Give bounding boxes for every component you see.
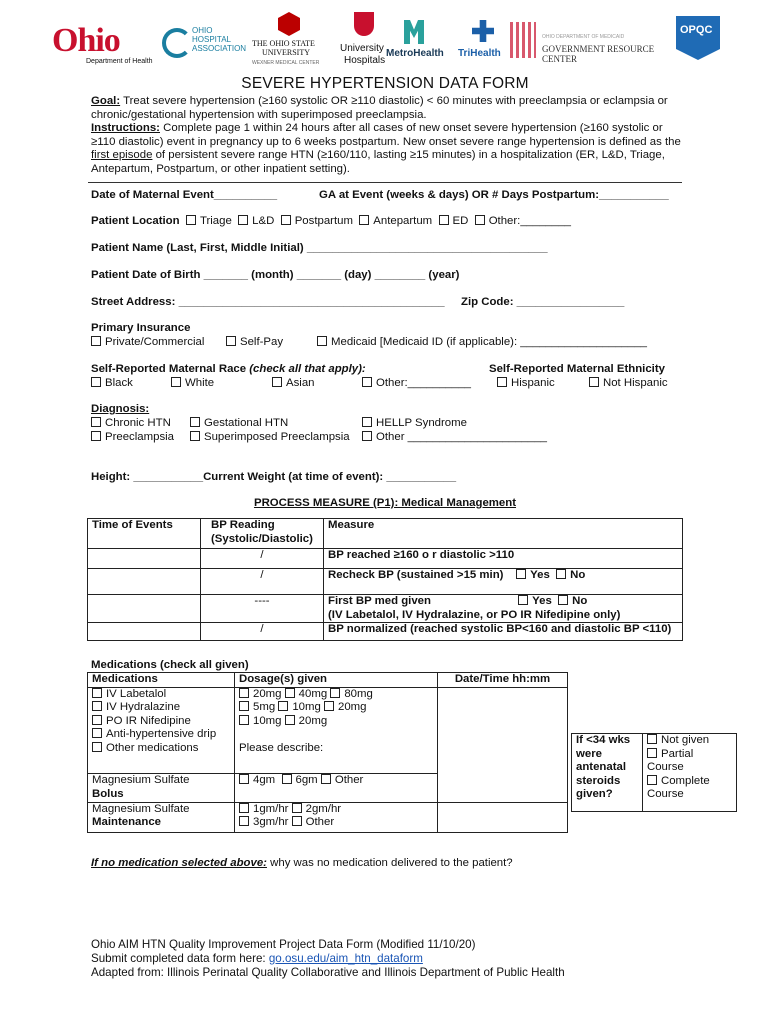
grc-bars-icon <box>510 22 536 58</box>
dose-label: 20mg <box>298 714 328 727</box>
table-row <box>88 802 568 832</box>
table-row <box>88 623 683 641</box>
diagnosis-option-chronic-htn[interactable] <box>91 416 171 430</box>
checkbox-icon <box>281 215 291 225</box>
med-label: IV Hydralazine <box>106 701 181 714</box>
checkbox-icon <box>92 742 102 752</box>
race-option-asian[interactable] <box>272 376 315 390</box>
dose-label: 40mg <box>298 687 328 700</box>
ga-at-event-field[interactable]: GA at Event (weeks & days) OR # Days Postpartum:___________ <box>319 189 669 201</box>
dose-label: 2gm/hr <box>305 802 342 815</box>
option-label: Partial Course <box>647 747 694 774</box>
checkbox-icon <box>647 775 657 785</box>
option-label: Not given <box>661 734 710 746</box>
steroids-question-line: given? <box>576 788 613 801</box>
opqc-logo-text: OPQC <box>680 24 713 36</box>
checkbox-icon <box>238 215 248 225</box>
table-row <box>572 734 737 812</box>
checkbox-icon <box>518 595 528 605</box>
option-label: Other ______________________ <box>376 431 548 443</box>
goal-line-2: chronic/gestational hypertension with superimposed preeclampsia. <box>91 108 427 121</box>
date-time-input-1[interactable] <box>438 687 568 802</box>
no-medication-question <box>91 856 513 870</box>
option-label: HELLP Syndrome <box>376 417 467 429</box>
location-option-ld[interactable] <box>238 215 274 227</box>
diagnosis-option-hellp[interactable] <box>362 416 467 430</box>
dose-label: 6gm <box>295 774 318 787</box>
option-label: Chronic HTN <box>105 417 171 429</box>
osu-block-o-icon <box>278 12 300 36</box>
measure-first-med-note: (IV Labetalol, IV Hydralazine, or PO IR Nifedipine only) <box>328 608 621 621</box>
header-measure: Measure <box>324 519 683 549</box>
checkbox-icon <box>589 377 599 387</box>
uh-shield-icon <box>354 12 374 36</box>
checkbox-icon <box>171 377 181 387</box>
dose-option[interactable] <box>285 688 328 700</box>
location-option-other[interactable] <box>475 215 571 227</box>
first-med-yes-option[interactable] <box>518 595 552 607</box>
table-row <box>88 595 683 623</box>
option-label: No <box>570 569 586 581</box>
checkbox-icon <box>556 569 566 579</box>
option-label: Yes <box>530 569 550 581</box>
mag-bolus-line-2: Bolus <box>92 788 124 801</box>
height-weight-field[interactable]: Height: ___________Current Weight (at time of event): ___________ <box>91 471 457 483</box>
date-time-input-2[interactable] <box>438 802 568 832</box>
checkbox-icon <box>362 377 372 387</box>
dose-option[interactable] <box>324 701 367 713</box>
med-hydralazine[interactable] <box>88 701 235 715</box>
steroids-question-line: If <34 wks <box>576 734 631 746</box>
street-address-field[interactable]: Street Address: __________________________________________ <box>91 296 445 308</box>
ethnicity-label: Self-Reported Maternal Ethnicity <box>489 363 665 375</box>
checkbox-icon <box>239 701 249 711</box>
time-input-3[interactable] <box>88 595 201 623</box>
checkbox-icon <box>239 803 249 813</box>
instructions-line-2: ≥110 diastolic) event in pregnancy up to 6 weeks postpartum. New onset severe range hypertension is defined as the <box>91 135 681 148</box>
dose-label: Other <box>305 816 335 829</box>
recheck-no-option[interactable] <box>556 569 585 581</box>
primary-insurance-label: Primary Insurance <box>91 322 191 334</box>
dose-label: 20mg <box>338 701 367 714</box>
dose-anti-htn-drip[interactable] <box>235 728 438 742</box>
med-nifedipine[interactable] <box>88 715 235 729</box>
mag-maint-line-2: Maintenance <box>92 816 161 829</box>
data-form-link[interactable]: go.osu.edu/aim_htn_dataform <box>268 952 423 965</box>
checkbox-icon <box>362 417 372 427</box>
dose-label: 10mg <box>253 714 282 727</box>
checkbox-icon <box>186 215 196 225</box>
instructions-label: Instructions: <box>91 122 160 135</box>
measure-bp-normalized: BP normalized (reached systolic BP<160 and diastolic BP <110) <box>324 623 683 641</box>
diagnosis-label: Diagnosis: <box>91 403 150 415</box>
checkbox-icon <box>282 774 292 784</box>
option-label: White <box>185 377 215 389</box>
steroid-option-partial[interactable] <box>647 748 732 775</box>
checkbox-icon <box>292 816 302 826</box>
footer-submit <box>91 952 423 966</box>
steroid-option-course-label: Course <box>647 788 684 801</box>
checkbox-icon <box>190 431 200 441</box>
dose-label: 80mg <box>344 687 373 700</box>
dose-option[interactable] <box>292 816 335 828</box>
recheck-yes-option[interactable] <box>516 569 550 581</box>
option-label: Yes <box>532 595 552 607</box>
describe-other-field[interactable]: Please describe: <box>235 742 438 774</box>
steroids-question-line: steroids <box>576 774 621 787</box>
checkbox-icon <box>497 377 507 387</box>
bp-input-1[interactable]: / <box>201 549 324 569</box>
option-label: Complete <box>661 774 710 787</box>
opqc-logo <box>676 16 722 72</box>
dose-label: 5mg <box>253 701 276 714</box>
footer-submit-label: Submit completed data form here: <box>91 952 269 965</box>
option-label: Antepartum <box>373 215 433 227</box>
option-label: No <box>572 595 588 607</box>
dose-option[interactable] <box>321 774 364 786</box>
no-medication-text: why was no medication delivered to the patient? <box>266 857 513 869</box>
checkbox-icon <box>239 715 249 725</box>
insurance-option-medicaid[interactable] <box>317 335 647 349</box>
diagnosis-option-superimposed[interactable] <box>190 430 350 444</box>
race-note: (check all that apply): <box>246 363 366 375</box>
osu-logo <box>252 12 348 70</box>
trihealth-logo-text: TriHealth <box>458 48 501 59</box>
header-bp-reading-line-2: (Systolic/Diastolic) <box>211 532 313 545</box>
header-medications: Medications <box>88 673 235 688</box>
checkbox-icon <box>91 336 101 346</box>
checkbox-icon <box>647 748 657 758</box>
checkbox-icon <box>330 688 340 698</box>
grc-logo-line-1: OHIO DEPARTMENT OF MEDICAID <box>542 34 625 40</box>
checkbox-icon <box>272 377 282 387</box>
ethnicity-option-not-hispanic[interactable] <box>589 376 668 390</box>
checkbox-icon <box>475 215 485 225</box>
checkbox-icon <box>239 816 249 826</box>
bp-input-4[interactable]: / <box>201 623 324 641</box>
header-time-of-events: Time of Events <box>88 519 201 549</box>
race-label: Self-Reported Maternal Race <box>91 363 247 375</box>
insurance-option-private[interactable] <box>91 335 204 349</box>
steroids-question-line: antenatal <box>576 761 627 774</box>
dose-nifedipine <box>235 715 438 729</box>
option-label: Black <box>105 377 133 389</box>
goal-label: Goal: <box>91 95 121 107</box>
location-option-ed[interactable] <box>439 215 469 227</box>
checkbox-icon <box>324 701 334 711</box>
option-label: Medicaid [Medicaid ID (if applicable): ____________________ <box>331 336 647 348</box>
race-option-black[interactable] <box>91 376 133 390</box>
race-option-white[interactable] <box>171 376 214 390</box>
date-of-maternal-event-field[interactable]: Date of Maternal Event__________ <box>91 189 278 201</box>
osu-logo-line-3: WEXNER MEDICAL CENTER <box>252 60 320 66</box>
dose-option[interactable] <box>239 701 275 713</box>
checkbox-icon <box>226 336 236 346</box>
measure-recheck-bp <box>324 569 683 595</box>
footer-form-name: Ohio AIM HTN Quality Improvement Project Data Form (Modified 11/10/20) <box>91 938 476 951</box>
goal-line-1: Treat severe hypertension (≥160 systolic OR ≥110 diastolic) < 60 minutes with preeclampsia or eclampsia or <box>120 95 668 107</box>
location-option-postpartum[interactable] <box>281 215 353 227</box>
dose-label: 4gm <box>253 774 276 787</box>
time-input-1[interactable] <box>88 549 201 569</box>
no-medication-label: If no medication selected above: <box>91 857 267 869</box>
ohio-logo-text: Ohio <box>52 22 120 59</box>
option-label: Not Hispanic <box>603 377 668 389</box>
checkbox-icon <box>321 774 331 784</box>
patient-location-row <box>91 214 571 228</box>
dose-label: 3gm/hr <box>253 816 289 829</box>
dose-labetalol <box>235 687 438 701</box>
checkbox-icon <box>439 215 449 225</box>
header-date-time: Date/Time hh:mm <box>438 673 568 688</box>
steroids-options <box>643 734 737 812</box>
race-option-other[interactable] <box>362 376 471 390</box>
option-label: Other:__________ <box>376 377 472 389</box>
bp-na-3: ---- <box>201 595 324 623</box>
dose-option[interactable] <box>278 701 321 713</box>
ethnicity-option-hispanic[interactable] <box>497 376 555 390</box>
measure-first-med-label: First BP med given <box>328 595 431 607</box>
option-label: Hispanic <box>511 377 555 389</box>
option-label: Private/Commercial <box>105 336 205 348</box>
checkbox-icon <box>92 715 102 725</box>
diagnosis-option-preeclampsia[interactable] <box>91 430 174 444</box>
instructions-first-episode: first episode <box>91 149 153 162</box>
instructions-line-4: Antepartum, Postpartum, or other inpatient setting). <box>91 162 350 175</box>
checkbox-icon <box>92 688 102 698</box>
oha-mark-icon <box>162 28 192 58</box>
checkbox-icon <box>292 803 302 813</box>
diagnosis-option-other[interactable] <box>362 430 547 444</box>
med-label: Other medications <box>106 741 199 754</box>
checkbox-icon <box>91 417 101 427</box>
ohio-logo-subtitle: Department of Health <box>86 58 153 65</box>
patient-dob-field[interactable]: Patient Date of Birth _______ (month) _______ (day) ________ (year) <box>91 269 460 281</box>
trihealth-logo <box>458 20 512 64</box>
time-input-4[interactable] <box>88 623 201 641</box>
option-label: Triage <box>199 215 232 227</box>
steroids-question <box>572 734 643 812</box>
dose-option[interactable] <box>282 774 318 786</box>
header-bp-reading <box>201 519 324 549</box>
logo-bar <box>50 12 730 74</box>
checkbox-icon <box>91 377 101 387</box>
header-dosages: Dosage(s) given <box>235 673 438 688</box>
checkbox-icon <box>285 688 295 698</box>
checkbox-icon <box>239 688 249 698</box>
steroids-question-line: were <box>576 747 602 760</box>
mag-bolus-line-1: Magnesium Sulfate <box>92 774 190 787</box>
checkbox-icon <box>91 431 101 441</box>
checkbox-icon <box>317 336 327 346</box>
race-heading <box>91 362 366 376</box>
steroid-option-not-given[interactable] <box>647 734 732 748</box>
med-mag-bolus <box>88 774 235 802</box>
checkbox-icon <box>558 595 568 605</box>
table-header-row <box>88 519 683 549</box>
osu-logo-line-2: UNIVERSITY <box>262 48 310 57</box>
checkbox-icon <box>647 734 657 744</box>
dose-option[interactable] <box>330 688 373 700</box>
option-label: ED <box>452 215 469 227</box>
time-input-2[interactable] <box>88 569 201 595</box>
process-measure-title: PROCESS MEASURE (P1): Medical Management <box>253 497 517 509</box>
first-med-no-option[interactable] <box>558 595 587 607</box>
metrohealth-logo-text: MetroHealth <box>386 48 444 59</box>
oha-logo-text: OHIO HOSPITAL ASSOCIATION <box>192 26 247 53</box>
checkbox-icon <box>362 431 372 441</box>
checkbox-icon <box>92 728 102 738</box>
option-label: Asian <box>286 377 315 389</box>
option-label: Self-Pay <box>240 336 284 348</box>
footer-adapted: Adapted from: Illinois Perinatal Quality Collaborative and Illinois Department of Public Health <box>91 966 565 979</box>
med-anti-htn-drip[interactable] <box>88 728 235 742</box>
instructions-line-3: of persistent severe range HTN (≥160/110, lasting ≥15 minutes) in a hospitalization (ER, L&D, Triage, <box>152 149 665 162</box>
medications-table <box>87 672 568 833</box>
steroids-table <box>571 733 737 812</box>
option-label: L&D <box>252 215 275 227</box>
insurance-option-self-pay[interactable] <box>226 335 283 349</box>
dose-option[interactable] <box>285 715 328 727</box>
osu-logo-line-1: THE OHIO STATE <box>252 39 315 48</box>
page-title: SEVERE HYPERTENSION DATA FORM <box>241 75 529 92</box>
trihealth-cross-icon <box>472 20 494 42</box>
dose-label: Other <box>334 774 364 787</box>
med-labetalol[interactable] <box>88 687 235 701</box>
checkbox-icon <box>359 215 369 225</box>
option-label: Postpartum <box>294 215 353 227</box>
dose-option[interactable] <box>239 803 288 815</box>
option-label: Gestational HTN <box>204 417 289 429</box>
dose-option[interactable] <box>292 803 341 815</box>
ohio-department-of-health-logo <box>52 22 162 70</box>
table-header-row <box>88 673 568 688</box>
dose-option[interactable] <box>239 688 282 700</box>
medications-caption: Medications (check all given) <box>91 659 249 671</box>
checkbox-icon <box>190 417 200 427</box>
table-row <box>88 549 683 569</box>
med-label: IV Labetalol <box>106 687 167 700</box>
process-measure-table <box>87 518 683 641</box>
checkbox-icon <box>239 774 249 784</box>
table-row <box>88 687 568 701</box>
section-divider <box>88 182 682 183</box>
med-other[interactable] <box>88 742 235 774</box>
bp-input-2[interactable]: / <box>201 569 324 595</box>
dose-option[interactable] <box>239 715 282 727</box>
measure-recheck-label: Recheck BP (sustained >15 min) <box>328 569 504 581</box>
option-label: Preeclampsia <box>105 431 175 443</box>
location-option-antepartum[interactable] <box>359 215 432 227</box>
dose-label: 1gm/hr <box>253 802 289 815</box>
dose-option[interactable] <box>239 816 288 828</box>
grc-logo <box>510 20 670 64</box>
checkbox-icon <box>278 701 288 711</box>
dose-mag-bolus <box>235 774 438 802</box>
grc-logo-line-2: GOVERNMENT RESOURCE CENTER <box>542 44 655 64</box>
dose-hydralazine <box>235 701 438 715</box>
dose-mag-maintenance <box>235 802 438 832</box>
option-label: Superimposed Preeclampsia <box>204 431 350 443</box>
med-label: Anti-hypertensive drip <box>106 728 217 741</box>
checkbox-icon <box>92 701 102 711</box>
goal-paragraph <box>91 95 691 177</box>
med-mag-maintenance <box>88 802 235 832</box>
med-label: PO IR Nifedipine <box>106 714 191 727</box>
dose-label: 20mg <box>253 687 282 700</box>
oha-logo <box>162 24 246 64</box>
measure-first-bp-med <box>324 595 683 623</box>
uh-logo-line-1: University <box>340 43 384 54</box>
metrohealth-logo <box>386 20 450 64</box>
table-row <box>88 569 683 595</box>
metrohealth-m-icon <box>404 20 424 44</box>
dose-option[interactable] <box>239 774 275 786</box>
uh-logo-line-2: Hospitals <box>344 55 386 66</box>
steroid-option-complete[interactable] <box>647 775 732 789</box>
instructions-line-1: Complete page 1 within 24 hours after all cases of new onset severe hypertension (≥160 systolic or <box>159 122 663 135</box>
option-label: Other:________ <box>488 215 572 227</box>
opqc-state-icon <box>676 16 720 60</box>
location-option-triage[interactable] <box>186 215 232 227</box>
patient-location-label: Patient Location <box>91 215 180 227</box>
checkbox-icon <box>516 569 526 579</box>
measure-bp-reached: BP reached ≥160 o r diastolic >110 <box>324 549 683 569</box>
zip-code-field[interactable]: Zip Code: _________________ <box>461 296 625 308</box>
diagnosis-option-gestational-htn[interactable] <box>190 416 288 430</box>
mag-maint-line-1: Magnesium Sulfate <box>92 802 190 815</box>
header-bp-reading-line-1: BP Reading <box>211 519 275 531</box>
patient-name-field[interactable]: Patient Name (Last, First, Middle Initial) ______________________________________ <box>91 242 548 254</box>
checkbox-icon <box>285 715 295 725</box>
dose-label: 10mg <box>292 701 321 714</box>
